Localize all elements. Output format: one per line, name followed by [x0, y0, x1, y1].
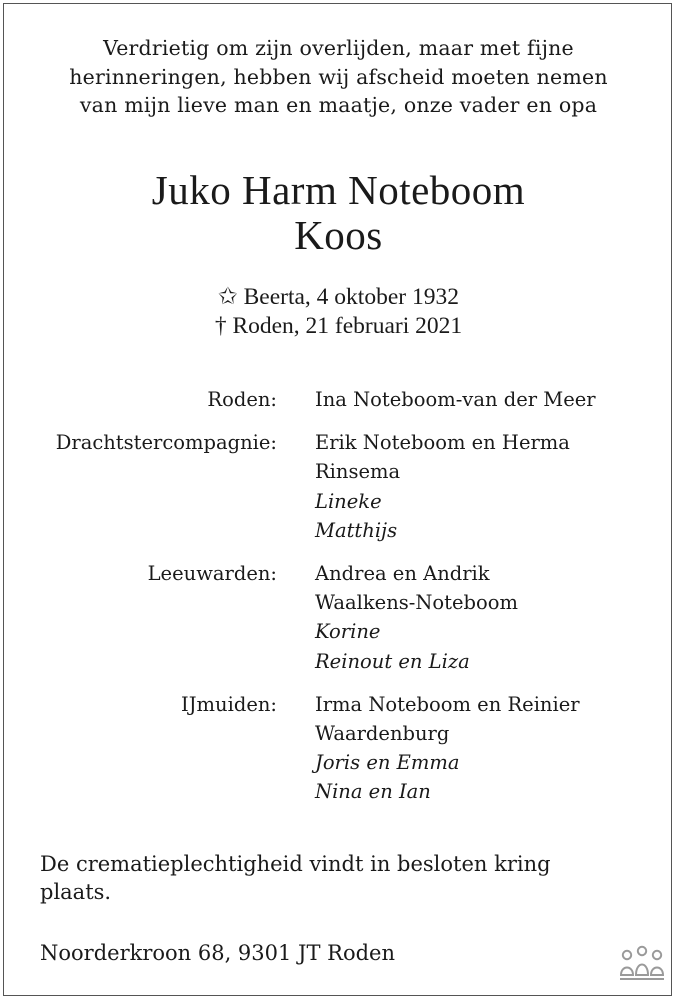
family-place: Leeuwarden:: [147, 562, 277, 586]
family-members: [315, 690, 645, 807]
intro-text: [0, 34, 677, 120]
family-row: [0, 690, 677, 807]
grandchild-name: Lineke: [315, 489, 382, 513]
family-place: IJmuiden:: [181, 692, 277, 716]
family-list: [0, 385, 677, 821]
ceremony-line: plaats.: [40, 880, 112, 904]
deceased-name-block: [0, 168, 677, 258]
family-members: [315, 428, 645, 545]
intro-line: van mijn lieve man en maatje, onze vader en opa: [79, 93, 598, 117]
family-member-name: Rinsema: [315, 460, 401, 484]
people-group-icon: [619, 945, 665, 985]
grandchild-name: Korine: [315, 620, 381, 644]
ceremony-notice: [40, 850, 640, 906]
family-place: Roden:: [207, 388, 277, 411]
family-members: [315, 385, 645, 414]
deceased-nickname: Koos: [294, 212, 383, 258]
grandchild-name: Reinout en Liza: [315, 649, 470, 673]
family-member-name: Andrea en Andrik: [315, 562, 490, 586]
family-members: [315, 559, 645, 676]
family-member-name: Ina Noteboom-van der Meer: [315, 388, 596, 411]
grandchild-name: Joris en Emma: [315, 751, 460, 775]
deceased-full-name: Juko Harm Noteboom: [151, 167, 526, 213]
family-member-name: Erik Noteboom en Herma: [315, 431, 570, 455]
family-row: [0, 428, 677, 545]
home-address: Noorderkroon 68, 9301 JT Roden: [40, 941, 396, 965]
grandchild-name: Matthijs: [315, 518, 398, 542]
family-row: [0, 559, 677, 676]
family-row: [0, 385, 677, 414]
life-dates: [0, 283, 677, 340]
birth-date: ✩ Beerta, 4 oktober 1932: [218, 284, 459, 310]
family-member-name: Waalkens-Noteboom: [315, 591, 518, 615]
grandchild-name: Nina en Ian: [315, 780, 431, 804]
death-date: † Roden, 21 februari 2021: [214, 312, 463, 339]
family-member-name: Waardenburg: [315, 722, 450, 746]
ceremony-line: De crematieplechtigheid vindt in besloten kring: [40, 852, 551, 876]
family-place: Drachtstercompagnie:: [55, 431, 277, 455]
family-member-name: Irma Noteboom en Reinier: [315, 692, 580, 716]
intro-line: herinneringen, hebben wij afscheid moeten nemen: [69, 64, 608, 89]
intro-line: Verdrietig om zijn overlijden, maar met fijne: [103, 36, 574, 60]
